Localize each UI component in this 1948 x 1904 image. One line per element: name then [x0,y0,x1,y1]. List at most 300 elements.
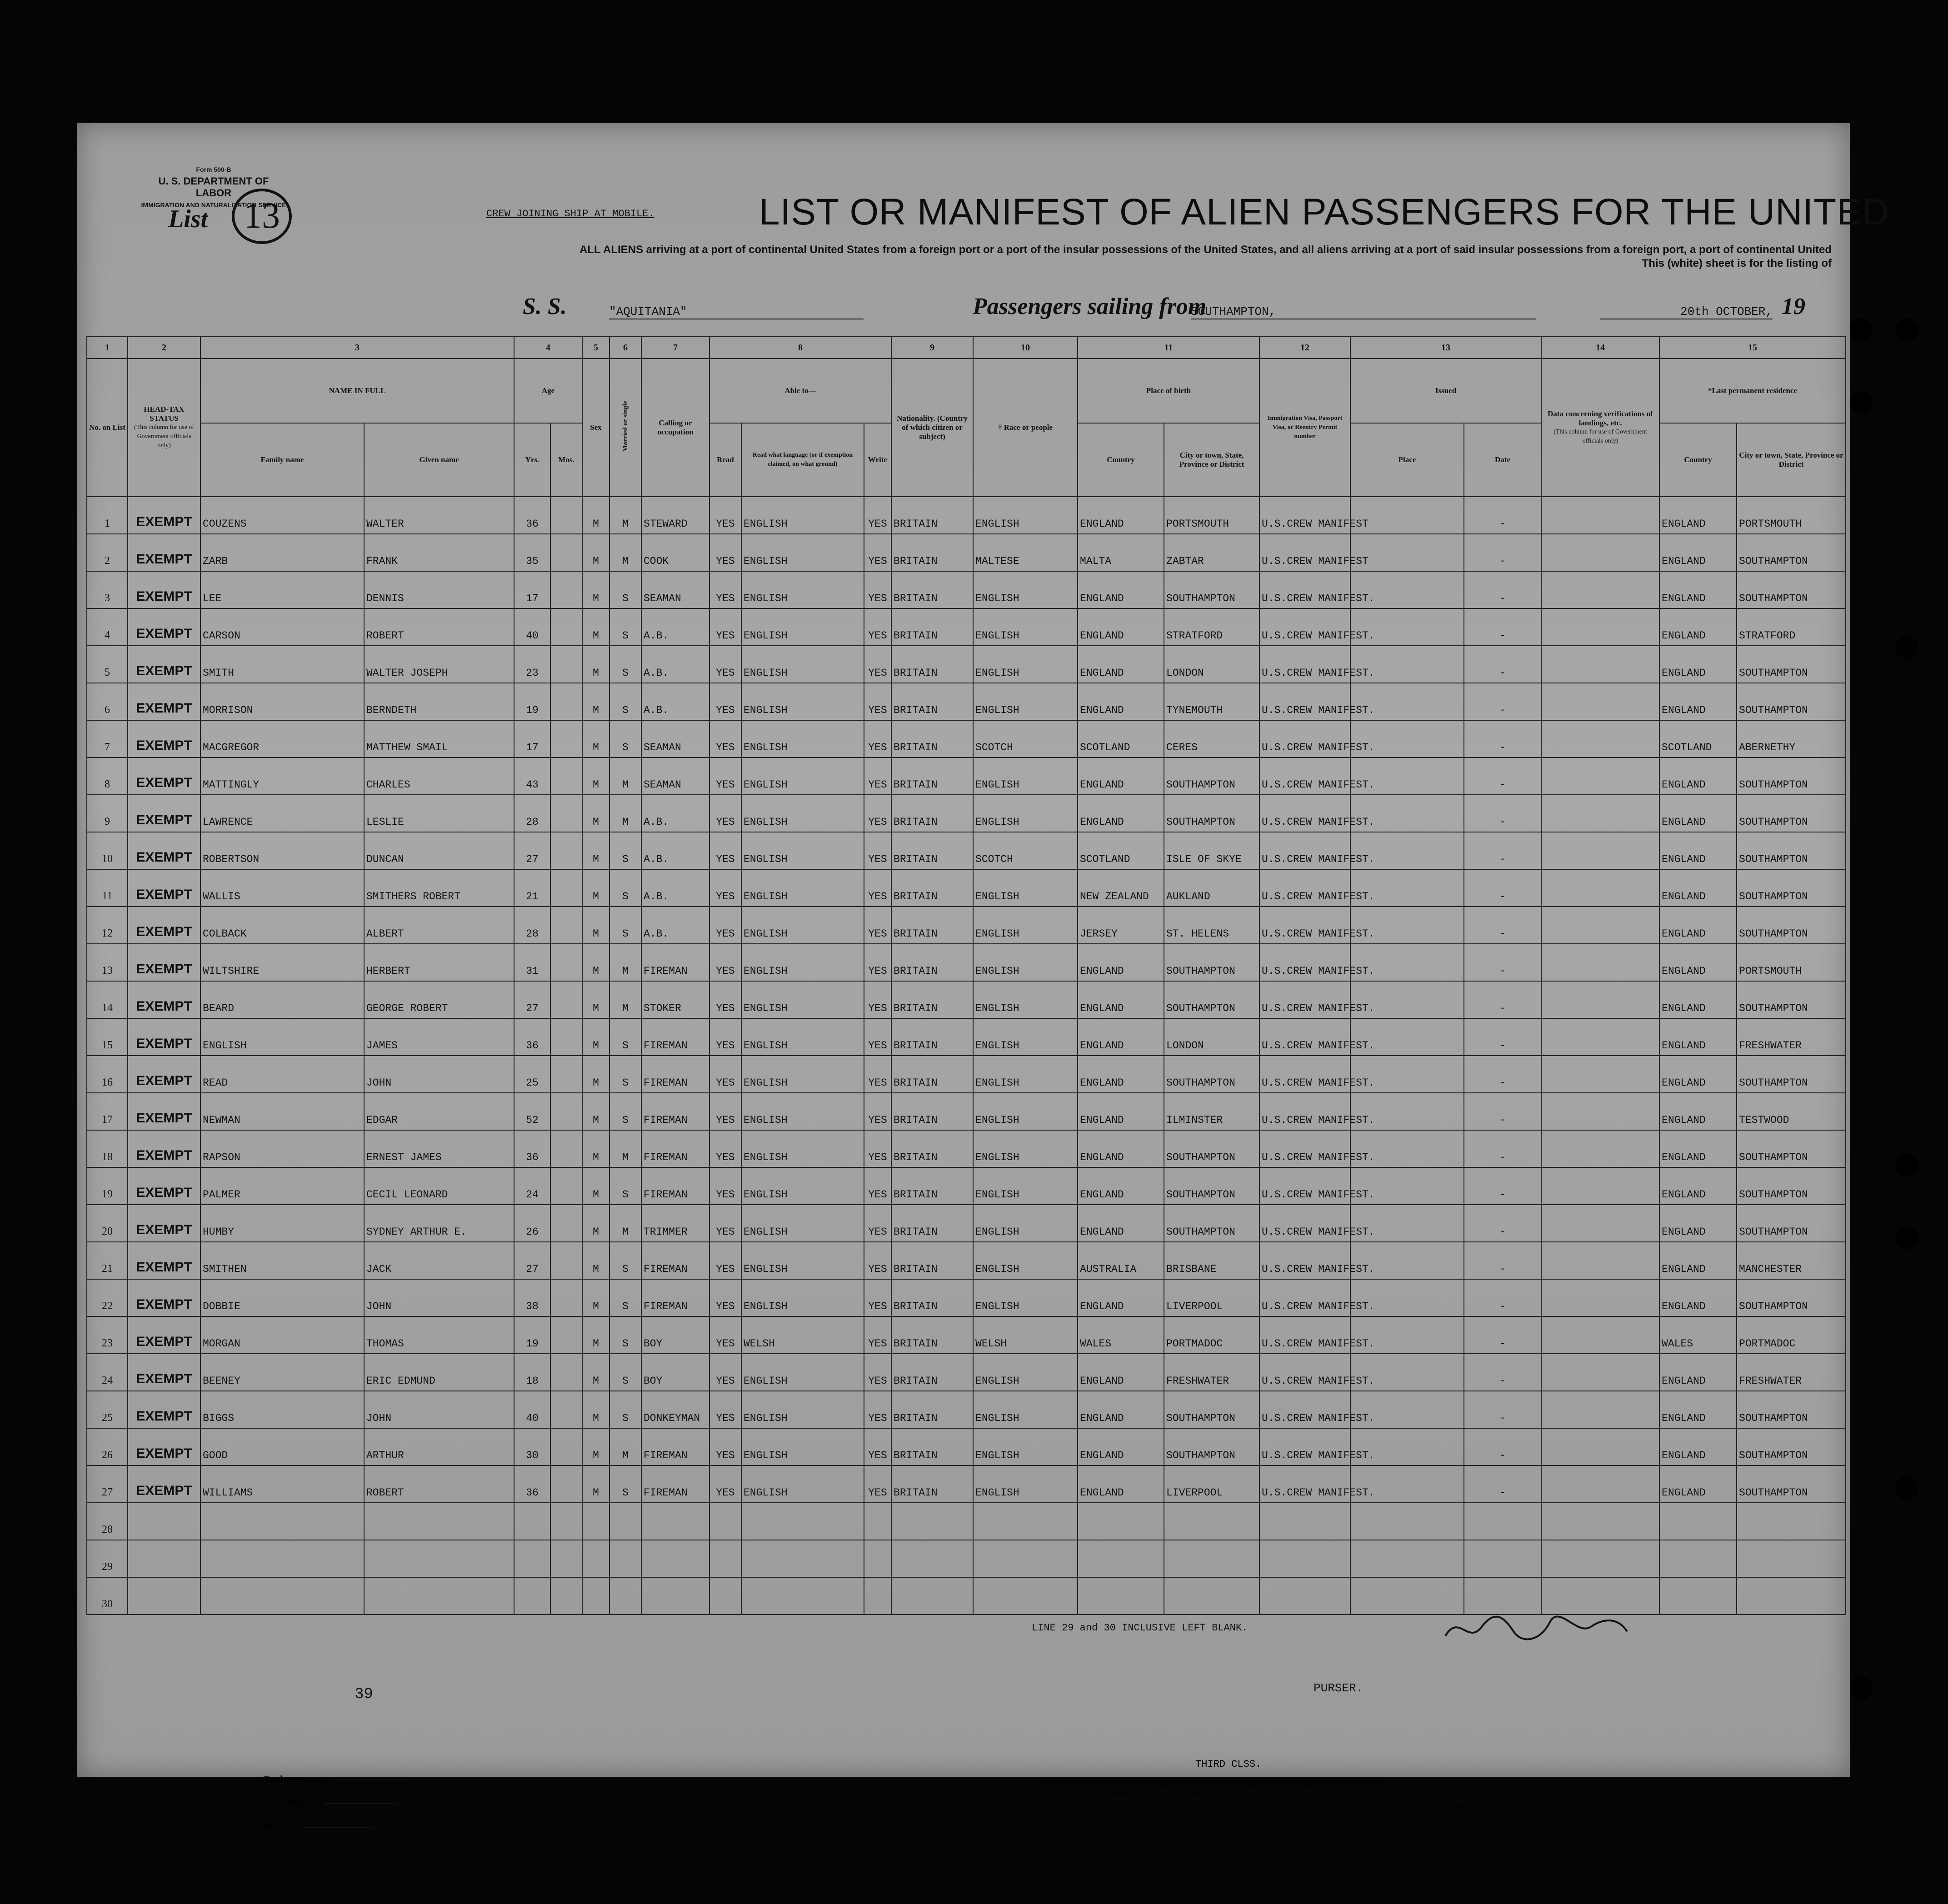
cell-verif [1541,1130,1659,1167]
cell-idate: - [1464,981,1541,1018]
cell-rcity: SOUTHAMPTON [1737,1167,1846,1205]
cell-bcountry: WALES [1078,1316,1164,1354]
col-num: 9 [891,337,973,359]
verif-note: (This column for use of Government officials only) [1553,429,1647,444]
cell-race: ENGLISH [973,758,1078,795]
aliens-label: Aliens [264,1822,287,1831]
cell-visa: U.S.CREW MANIFEST. [1259,1242,1350,1279]
cell-idate: - [1464,608,1541,646]
cell-family: RAPSON [200,1130,364,1167]
table-row [87,1540,1846,1577]
cell-status: EXEMPT [128,608,200,646]
cell-given: HERBERT [364,944,514,981]
cell-occ: STEWARD [641,497,709,534]
cell-race: ENGLISH [973,1279,1078,1316]
cell-race [973,1503,1078,1540]
cell-lang: WELSH [741,1316,864,1354]
cell-read: YES [709,944,741,981]
cell-sex: M [582,534,609,571]
cell-bcity: SOUTHAMPTON [1164,571,1259,608]
cell-nat: BRITAIN [891,832,973,869]
cell-yrs: 19 [514,1316,550,1354]
cell-sex: M [582,795,609,832]
cell-no: 27 [87,1465,128,1503]
cell-rcountry: ENGLAND [1659,1130,1737,1167]
cell-ms: S [609,907,641,944]
cell-bcity [1164,1577,1259,1615]
cell-no: 3 [87,571,128,608]
cell-race: MALTESE [973,534,1078,571]
cell-write: YES [864,1205,891,1242]
cell-verif [1541,1056,1659,1093]
cell-yrs: 18 [514,1354,550,1391]
cell-sex: M [582,907,609,944]
cell-visa [1259,1503,1350,1540]
subtitle-line-2: This (white) sheet is for the listing of [1642,257,1832,269]
cell-given: JOHN [364,1391,514,1428]
cell-yrs: 26 [514,1205,550,1242]
married-label: Married or single [622,401,629,452]
cell-yrs: 43 [514,758,550,795]
department-name: U. S. DEPARTMENT OF LABOR [158,175,269,199]
cell-given: DUNCAN [364,832,514,869]
cell-sex: M [582,981,609,1018]
binder-holes [1841,0,1948,1819]
table-row [87,1130,1846,1167]
cell-occ: FIREMAN [641,1279,709,1316]
cell-rcountry: ENGLAND [1659,1279,1737,1316]
cell-nat: BRITAIN [891,683,973,720]
cell-lang: ENGLISH [741,534,864,571]
cell-race: ENGLISH [973,907,1078,944]
cell-rcountry: ENGLAND [1659,944,1737,981]
cell-mos [550,981,582,1018]
cell-race: ENGLISH [973,1093,1078,1130]
cell-no: 16 [87,1056,128,1093]
cell-bcity: SOUTHAMPTON [1164,1130,1259,1167]
cell-lang: ENGLISH [741,907,864,944]
cell-nat: BRITAIN [891,646,973,683]
cell-occ: A.B. [641,608,709,646]
cell-nat: BRITAIN [891,1167,973,1205]
crew-note: CREW JOINING SHIP AT MOBILE. [486,208,654,219]
cell-mos [550,1540,582,1577]
cell-nat [891,1503,973,1540]
cell-status: EXEMPT [128,646,200,683]
cell-verif [1541,1279,1659,1316]
cell-idate: - [1464,571,1541,608]
table-row [87,497,1846,534]
service-name: IMMIGRATION AND NATURALIZATION SERVICE [141,201,286,209]
cell-sex: M [582,1130,609,1167]
total-passengers-label: Total passengers [264,1774,325,1784]
cell-read: YES [709,720,741,758]
header-no-on-list: No. on List [87,359,128,497]
cell-ms: S [609,571,641,608]
cell-rcountry: ENGLAND [1659,907,1737,944]
header-verification [1541,359,1659,497]
cell-bcity: ILMINSTER [1164,1093,1259,1130]
cell-yrs: 36 [514,497,550,534]
cell-occ: FIREMAN [641,1167,709,1205]
header-nationality: Nationality. (Country of which citizen or subject) [891,359,973,497]
cell-rcity: SOUTHAMPTON [1737,571,1846,608]
cell-ms: S [609,1354,641,1391]
cell-read: YES [709,1205,741,1242]
header-married [609,359,641,497]
cell-rcountry: ENGLAND [1659,534,1737,571]
third-class-label: THIRD CLSS. [1195,1759,1262,1770]
cell-write: YES [864,795,891,832]
cell-status: EXEMPT [128,907,200,944]
cell-rcountry: ENGLAND [1659,1018,1737,1056]
form-number: Form 500-B [196,166,231,173]
ss-label: S. S. [523,294,567,319]
cell-ms: S [609,1279,641,1316]
cell-yrs: 27 [514,832,550,869]
cell-race [973,1540,1078,1577]
cell-occ: A.B. [641,646,709,683]
table-row [87,1428,1846,1465]
cell-ms: M [609,497,641,534]
cell-yrs: 27 [514,981,550,1018]
cell-rcity: SOUTHAMPTON [1737,795,1846,832]
cell-write: YES [864,1130,891,1167]
cell-write: YES [864,497,891,534]
cell-bcity: PORTSMOUTH [1164,497,1259,534]
cell-yrs: 40 [514,608,550,646]
cell-given: WALTER [364,497,514,534]
cell-status: EXEMPT [128,720,200,758]
col-num: 5 [582,337,609,359]
cell-ms: S [609,832,641,869]
cell-given: GEORGE ROBERT [364,981,514,1018]
cell-bcountry: ENGLAND [1078,571,1164,608]
cell-sex: M [582,869,609,907]
cell-verif [1541,869,1659,907]
cell-idate: - [1464,646,1541,683]
head-tax-title: HEAD-TAX STATUS [144,405,185,423]
cell-idate: - [1464,758,1541,795]
cell-ms: S [609,646,641,683]
cell-write [864,1540,891,1577]
cell-given: JOHN [364,1056,514,1093]
cell-race: WELSH [973,1316,1078,1354]
cell-idate: - [1464,534,1541,571]
cell-visa: U.S.CREW MANIFEST. [1259,608,1350,646]
cell-verif [1541,944,1659,981]
cell-race: ENGLISH [973,869,1078,907]
cell-race: ENGLISH [973,981,1078,1018]
cell-yrs: 30 [514,1428,550,1465]
year-label: 19 [1782,294,1805,319]
cell-read: YES [709,646,741,683]
cell-verif [1541,1540,1659,1577]
cell-family: COLBACK [200,907,364,944]
cell-visa [1259,1540,1350,1577]
cell-occ: STOKER [641,981,709,1018]
cell-visa: U.S.CREW MANIFEST. [1259,795,1350,832]
cell-ms: M [609,1428,641,1465]
table-row [87,1093,1846,1130]
cell-sex: M [582,608,609,646]
cell-occ: BOY [641,1354,709,1391]
cell-mos [550,1056,582,1093]
footnote-residence: * Permanent residence within the meaning of this manifest shall be actual or intended residence of one year or more. [1045,1780,1385,1788]
cell-bcountry: ENGLAND [1078,1465,1164,1503]
cell-nat: BRITAIN [891,571,973,608]
cell-bcountry: ENGLAND [1078,1354,1164,1391]
cell-rcity: SOUTHAMPTON [1737,1428,1846,1465]
cell-idate [1464,1503,1541,1540]
cell-status: EXEMPT [128,1130,200,1167]
cell-rcity: SOUTHAMPTON [1737,683,1846,720]
cell-lang: ENGLISH [741,1242,864,1279]
cell-family: HUMBY [200,1205,364,1242]
cell-ms: M [609,758,641,795]
cell-bcity: LIVERPOOL [1164,1279,1259,1316]
cell-idate: - [1464,795,1541,832]
cell-status: EXEMPT [128,1242,200,1279]
cell-lang: ENGLISH [741,497,864,534]
cell-sex: M [582,683,609,720]
cell-rcountry: ENGLAND [1659,832,1737,869]
cell-read: YES [709,1093,741,1130]
table-row [87,981,1846,1018]
table-row [87,1205,1846,1242]
cell-family: ROBERTSON [200,832,364,869]
cell-rcity: SOUTHAMPTON [1737,1205,1846,1242]
binder-hole [1850,391,1873,414]
cell-write: YES [864,832,891,869]
cell-status: EXEMPT [128,795,200,832]
cell-idate: - [1464,720,1541,758]
cell-visa: U.S.CREW MANIFEST. [1259,1428,1350,1465]
cell-status [128,1577,200,1615]
cell-read: YES [709,758,741,795]
cell-verif [1541,608,1659,646]
cell-rcity: SOUTHAMPTON [1737,1391,1846,1428]
cell-yrs: 28 [514,907,550,944]
col-num: 6 [609,337,641,359]
cell-lang: ENGLISH [741,1465,864,1503]
cell-write: YES [864,907,891,944]
cell-status: EXEMPT [128,1018,200,1056]
cell-lang: ENGLISH [741,1205,864,1242]
cell-visa: U.S.CREW MANIFEST. [1259,1205,1350,1242]
cell-bcountry: ENGLAND [1078,1391,1164,1428]
cell-occ: FIREMAN [641,1093,709,1130]
cell-bcity: SOUTHAMPTON [1164,944,1259,981]
cell-no: 25 [87,1391,128,1428]
cell-status [128,1540,200,1577]
cell-visa: U.S.CREW MANIFEST [1259,497,1350,534]
manifest-sheet [77,123,1890,1831]
header-issued-date: Date [1464,423,1541,497]
cell-rcountry: ENGLAND [1659,1242,1737,1279]
cell-bcity: LONDON [1164,1018,1259,1056]
table-row [87,1465,1846,1503]
cell-mos [550,534,582,571]
cell-read [709,1577,741,1615]
cell-bcity [1164,1540,1259,1577]
cell-yrs [514,1577,550,1615]
cell-idate: - [1464,497,1541,534]
cell-no: 21 [87,1242,128,1279]
cell-lang: ENGLISH [741,1391,864,1428]
table-row [87,832,1846,869]
cell-ms: M [609,795,641,832]
cell-bcountry: ENGLAND [1078,497,1164,534]
cell-lang: ENGLISH [741,832,864,869]
col-num: 13 [1350,337,1541,359]
cell-sex: M [582,1465,609,1503]
cell-rcity: SOUTHAMPTON [1737,907,1846,944]
cell-lang: ENGLISH [741,1279,864,1316]
cell-no: 9 [87,795,128,832]
verif-title: Data concerning verifications of landings, etc. [1548,409,1653,427]
header-head-tax [128,359,200,497]
cell-race: ENGLISH [973,1205,1078,1242]
cell-visa: U.S.CREW MANIFEST [1259,534,1350,571]
cell-no: 13 [87,944,128,981]
cell-rcity: STRATFORD [1737,608,1846,646]
cell-visa: U.S.CREW MANIFEST. [1259,571,1350,608]
cell-bcountry: ENGLAND [1078,1205,1164,1242]
binder-hole [1895,1154,1918,1177]
cell-write: YES [864,1167,891,1205]
cell-lang [741,1577,864,1615]
cell-sex: M [582,758,609,795]
cell-no: 23 [87,1316,128,1354]
cell-bcity: ISLE OF SKYE [1164,832,1259,869]
cell-occ: FIREMAN [641,1242,709,1279]
cell-bcountry: AUSTRALIA [1078,1242,1164,1279]
cell-family: GOOD [200,1428,364,1465]
cell-given: SMITHERS ROBERT [364,869,514,907]
subtitle-line-1: ALL ALIENS arriving at a port of continental United States from a foreign port or a port of the insular possessions of the United States, and all aliens arriving at a port of said insular possessions from a foreign port, a port of continental United [579,244,1832,256]
cell-mos [550,1279,582,1316]
cell-write: YES [864,869,891,907]
cell-status: EXEMPT [128,1279,200,1316]
cell-yrs: 52 [514,1093,550,1130]
cell-race: ENGLISH [973,1391,1078,1428]
cell-bcity: SOUTHAMPTON [1164,1167,1259,1205]
cell-read: YES [709,1167,741,1205]
cell-rcountry: ENGLAND [1659,497,1737,534]
cell-race: ENGLISH [973,1428,1078,1465]
header-birth-country: Country [1078,423,1164,497]
cell-idate: - [1464,1205,1541,1242]
cell-race: ENGLISH [973,1018,1078,1056]
cell-nat [891,1540,973,1577]
cell-read: YES [709,683,741,720]
cell-idate: - [1464,1391,1541,1428]
form-code: 14-480 [1450,1804,1467,1810]
cell-lang: ENGLISH [741,1018,864,1056]
cell-visa: U.S.CREW MANIFEST. [1259,758,1350,795]
cell-idate: - [1464,944,1541,981]
cell-rcity: PORTMADOC [1737,1316,1846,1354]
cell-rcountry [1659,1503,1737,1540]
table-row [87,1018,1846,1056]
col-num: 10 [973,337,1078,359]
cell-rcity: SOUTHAMPTON [1737,758,1846,795]
cell-no: 17 [87,1093,128,1130]
cell-given: JOHN [364,1279,514,1316]
cell-write: YES [864,981,891,1018]
cell-read: YES [709,869,741,907]
cell-write: YES [864,683,891,720]
cell-write: YES [864,608,891,646]
us-citizens-label: U. S. citizens [264,1798,311,1808]
binder-hole [1895,318,1918,341]
binder-hole [1895,636,1918,659]
cell-read: YES [709,608,741,646]
cell-visa: U.S.CREW MANIFEST. [1259,907,1350,944]
cell-idate: - [1464,1018,1541,1056]
cell-lang: ENGLISH [741,646,864,683]
cell-no: 15 [87,1018,128,1056]
cell-family [200,1540,364,1577]
cell-family: WALLIS [200,869,364,907]
cell-yrs [514,1540,550,1577]
cell-no: 1 [87,497,128,534]
cell-given: ERIC EDMUND [364,1354,514,1391]
cell-yrs: 36 [514,1130,550,1167]
table-row [87,1503,1846,1540]
cell-occ: A.B. [641,832,709,869]
cell-iplace [1350,1540,1464,1577]
header-res-city: City or town, State, Province or District [1737,423,1846,497]
cell-write: YES [864,1354,891,1391]
cell-occ [641,1503,709,1540]
cell-race: ENGLISH [973,646,1078,683]
cell-race: SCOTCH [973,720,1078,758]
cell-bcity: ST. HELENS [1164,907,1259,944]
cell-mos [550,1093,582,1130]
col-num: 11 [1078,337,1259,359]
cell-sex: M [582,1242,609,1279]
cell-yrs: 40 [514,1391,550,1428]
cell-status: EXEMPT [128,1167,200,1205]
cell-yrs: 31 [514,944,550,981]
cell-sex: M [582,1018,609,1056]
cell-read: YES [709,1056,741,1093]
cell-race: ENGLISH [973,608,1078,646]
cell-yrs: 21 [514,869,550,907]
cell-lang: ENGLISH [741,608,864,646]
cell-no: 29 [87,1540,128,1577]
cell-rcountry: ENGLAND [1659,1093,1737,1130]
cell-verif [1541,683,1659,720]
cell-mos [550,944,582,981]
cell-read: YES [709,1391,741,1428]
cell-mos [550,646,582,683]
cell-bcountry: ENGLAND [1078,1130,1164,1167]
cell-status: EXEMPT [128,497,200,534]
cell-mos [550,1316,582,1354]
cell-read: YES [709,534,741,571]
cell-yrs: 17 [514,571,550,608]
cell-family: COUZENS [200,497,364,534]
cell-family: WILTSHIRE [200,944,364,981]
cell-given: CHARLES [364,758,514,795]
cell-rcity [1737,1503,1846,1540]
cell-sex: M [582,1279,609,1316]
header-birth-city: City or town, State, Province or District [1164,423,1259,497]
cell-visa: U.S.CREW MANIFEST. [1259,981,1350,1018]
